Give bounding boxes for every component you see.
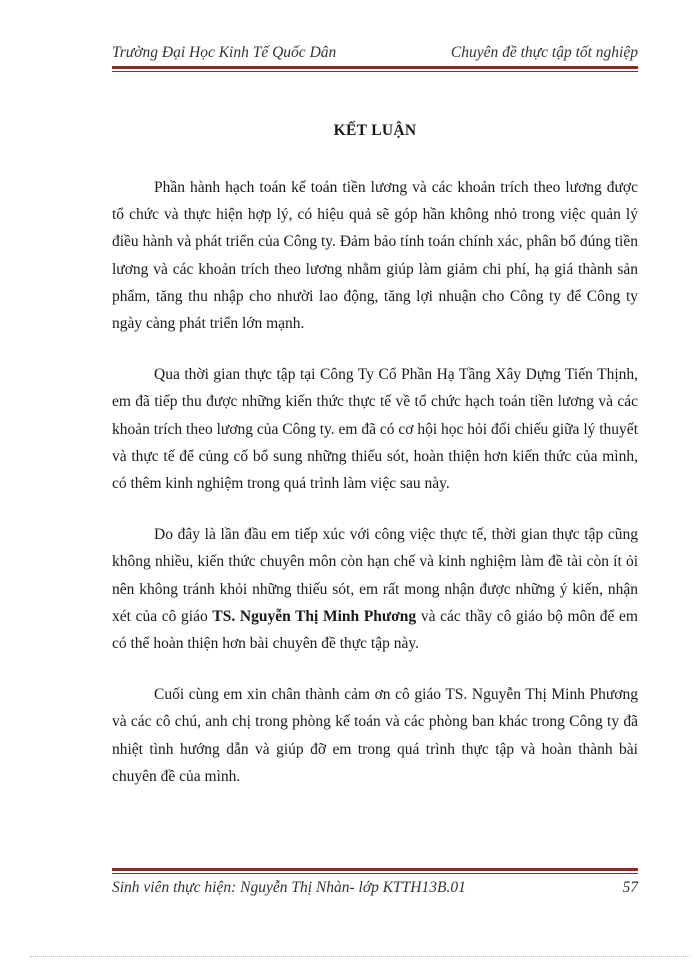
header-doc-type: Chuyên đề thực tập tốt nghiệp bbox=[450, 44, 638, 61]
footer-author: Sinh viên thực hiện: Nguyễn Thị Nhàn- lớp KTTH13B.01 bbox=[112, 879, 466, 896]
page-header bbox=[112, 44, 638, 62]
footer-rule bbox=[112, 868, 638, 874]
header-rule bbox=[112, 66, 638, 72]
page-edge-divider bbox=[30, 956, 690, 957]
page-footer bbox=[112, 879, 638, 897]
paragraph-3 bbox=[112, 521, 638, 657]
page-number: 57 bbox=[622, 879, 638, 896]
paragraph-4: Cuối cùng em xin chân thành cảm ơn cô giáo TS. Nguyễn Thị Minh Phương và các cô chú, anh chị trong phòng kế toán và các phòng ban khác trong Công ty đã nhiệt tình hướng dẫn và giúp đỡ em trong quá trình thực tập và hoàn thành bài chuyên đề của mình. bbox=[112, 686, 638, 785]
paragraph-1: Phần hành hạch toán kế toán tiền lương và các khoản trích theo lương được tổ chức và thực hiện hợp lý, có hiệu quả sẽ góp hần không nhỏ trong việc quản lý điều hành và phát triển của Công ty. Đảm bảo tính toán chính xác, phân bổ đúng tiền lương và các khoản trích theo lương nhằm giúp làm giảm chi phí, hạ giá thành sản phẩm, tăng thu nhập cho nhười lao động, tăng lợi nhuận cho Công ty để Công ty ngày càng phát triển lớn mạnh. bbox=[112, 179, 638, 333]
paragraph-2: Qua thời gian thực tập tại Công Ty Cổ Phần Hạ Tầng Xây Dựng Tiến Thịnh, em đã tiếp thu được những kiến thức thực tế về tổ chức hạch toán tiền lương và các khoản trích theo lương của Công ty. em đã có cơ hội học hỏi đối chiếu giữa lý thuyết và thực tế để củng cố bổ sung những thiếu sót, hoàn thiện hơn kiến thức của mình, có thêm kinh nghiệm trong quá trình làm việc sau này. bbox=[112, 366, 638, 493]
document-body bbox=[112, 174, 638, 814]
advisor-name: TS. Nguyễn Thị Minh Phương bbox=[212, 607, 417, 625]
page-title: KẾT LUẬN bbox=[333, 122, 417, 139]
paragraph-3-text-b: và các thầy cô giáo bộ môn để em có thể hoàn thiện hơn bài chuyên đề thực tập này. bbox=[112, 607, 638, 653]
header-school: Trường Đại Học Kinh Tế Quốc Dân bbox=[112, 44, 337, 61]
paragraph-3-text-a: Do đây là lần đầu em tiếp xúc với công việc thực tế, thời gian thực tập cũng không nhiều, kiến thức chuyên môn còn hạn chế và kinh nghiệm làm đề tài còn ít ỏi nên không tránh khỏi những thiếu sót, em rất mong nhận được những ý kiến, nhận xét của cô giáo bbox=[112, 526, 638, 625]
